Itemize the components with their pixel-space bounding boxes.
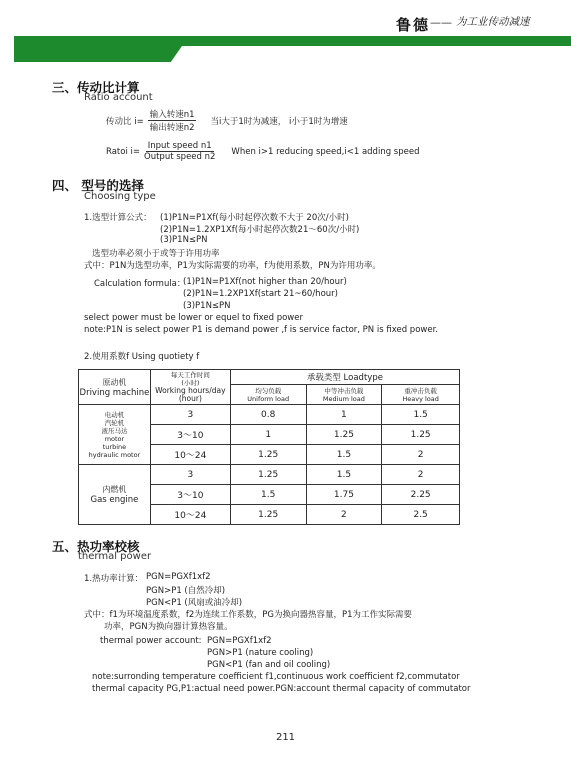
header-uniform-cn: 均匀负载 [255,386,282,395]
section4-title: 四、 型号的选择 [52,178,144,193]
header-heavy-en: Heavy load [402,394,439,403]
header-working-hours [150,370,230,405]
ratio-label-en: Ratoi i= [106,146,141,157]
thermal-en-3: PGN<P1 (fan and oil cooling) [207,660,331,670]
header-heavy-cn: 重冲击负载 [404,386,437,395]
rule-en: select power must be lower or equel to fixed power [84,313,303,323]
cell-medium: 1.75 [306,485,382,505]
calc-en-2: (2)P1N=1.2XP1Xf(start 21~60/hour) [183,289,338,299]
header-dash: —— [430,16,452,29]
header-uniform-en: Uniform load [247,394,290,403]
section3-title: 三、传动比计算 [52,80,140,95]
brand-logo-text: 鲁德 [396,16,431,34]
factor-label: 2.使用系数f Using quotiety f [84,352,200,362]
group-motor [79,405,151,465]
calc-cn-2: (2)P1N=1.2XP1Xf(每小时起停次数21～60次/小时) [160,225,360,235]
thermal-calc-label: 1.热功率计算： [84,574,144,584]
cell-heavy: 2.5 [382,505,460,525]
thermal-label-en: thermal power account: [100,636,202,646]
page-number: 211 [275,732,296,743]
cell-medium: 1.5 [306,465,382,485]
ratio-formula-cn [106,108,348,133]
group-gas-cn: 内燃机 [102,485,127,494]
header-bar-notch [168,46,571,66]
header-machine-en: Driving machine [79,387,150,398]
header-load-type: 承载类型 Loadtype [230,370,459,385]
section4-subtitle: Choosing type [84,191,156,202]
header-heavy-load [382,385,460,405]
group-gas-engine [79,465,151,525]
cell-uniform: 1.25 [230,505,306,525]
ratio-fraction-en [144,141,215,162]
section3-subtitle: Ratio account [84,92,153,103]
cell-hours: 3～10 [150,425,230,445]
ratio-denominator-cn: 输出转速n2 [149,123,195,133]
cell-heavy: 2 [382,465,460,485]
thermal-def-cn-1: 式中：f1为环境温度系数，f2为连续工作系数，PG为换向器热容量，P1为工作实际需要 [84,610,413,620]
calc-en-3: (3)P1N≤PN [183,301,231,311]
cell-medium: 1.5 [306,445,382,465]
header-medium-en: Medium load [322,394,365,403]
cell-uniform: 1 [230,425,306,445]
ratio-fraction-cn [148,108,197,133]
cell-medium: 1 [306,405,382,425]
thermal-en-1: PGN=PGXf1xf2 [207,636,272,646]
header-slogan: 为工业传动减速 [456,16,530,28]
cell-uniform: 1.5 [230,485,306,505]
thermal-en-2: PGN>P1 (nature cooling) [207,648,314,658]
table-row [79,405,460,425]
rule-cn: 选型功率必须小于或等于许用功率 [92,249,220,259]
section5-subtitle: thermal power [78,551,152,562]
header-machine-cn: 原动机 [102,377,127,387]
group-motor-en: motor turbine hydraulic motor [88,434,141,459]
ratio-numerator-cn: 输入转速n1 [149,110,195,120]
ratio-formula-en [106,141,419,162]
header-medium-load [306,385,382,405]
cell-heavy: 2 [382,445,460,465]
header-medium-cn: 中等冲击负载 [324,386,364,395]
cell-heavy: 2.25 [382,485,460,505]
ratio-note-cn: 当i大于1时为减速， i小于1时为增速 [210,116,348,127]
cell-uniform: 0.8 [230,405,306,425]
thermal-cn-3: PGN<P1 (风扇或油冷却) [146,598,243,608]
cell-medium: 1.25 [306,425,382,445]
cell-heavy: 1.25 [382,425,460,445]
cell-hours: 10～24 [150,505,230,525]
calc-label-en: Calculation formula： [94,279,186,289]
calc-label-cn: 1.选型计算公式： [84,213,152,223]
thermal-def-cn-2: 功率，PGN为换向器计算热容量。 [104,622,233,632]
ratio-label-cn: 传动比 i= [106,116,144,127]
definition-cn: 式中：P1N为选型功率，P1为实际需要的功率，f为使用系数，PN为许用功率。 [84,261,381,271]
section5-title: 五、热功率校核 [52,539,140,554]
cell-uniform: 1.25 [230,445,306,465]
ratio-numerator-en: Input speed n1 [147,141,212,151]
table-row [79,465,460,485]
calc-cn-1: (1)P1N=P1Xf(每小时起停次数不大于 20次/小时) [160,213,349,223]
thermal-note-en-2: thermal capacity PG,P1:actual need power.PGN:account thermal capacity of commutator [92,684,471,694]
group-motor-cn: 电动机 汽轮机 液压马达 [101,410,128,435]
service-factor-table [78,369,460,525]
thermal-note-en-1: note:surronding temperature coefficient f1,continuous work coefficient f2,commutator [92,672,460,682]
cell-heavy: 1.5 [382,405,460,425]
cell-hours: 3～10 [150,485,230,505]
ratio-note-en: When i>1 reducing speed,i<1 adding speed [231,146,420,157]
definition-en: note:P1N is select power P1 is demand power ,f is service factor, PN is fixed power. [84,325,438,335]
header-hours-en: Working hours/day (hour) [155,386,226,403]
header-driving-machine [79,370,151,405]
group-gas-en: Gas engine [90,495,139,505]
header-uniform-load [230,385,306,405]
cell-uniform: 1.25 [230,465,306,485]
cell-hours: 10～24 [150,445,230,465]
calc-en-1: (1)P1N=P1Xf(not higher than 20/hour) [183,277,347,287]
thermal-cn-2: PGN>P1 (自然冷却) [146,586,226,596]
calc-cn-3: (3)P1N≤PN [160,235,208,245]
cell-medium: 2 [306,505,382,525]
header-hours-cn: 每天工作时间 (小时) [170,371,210,387]
thermal-cn-1: PGN=PGXf1xf2 [146,572,211,582]
cell-hours: 3 [150,465,230,485]
cell-hours: 3 [150,405,230,425]
ratio-denominator-en: Output speed n2 [144,152,216,162]
